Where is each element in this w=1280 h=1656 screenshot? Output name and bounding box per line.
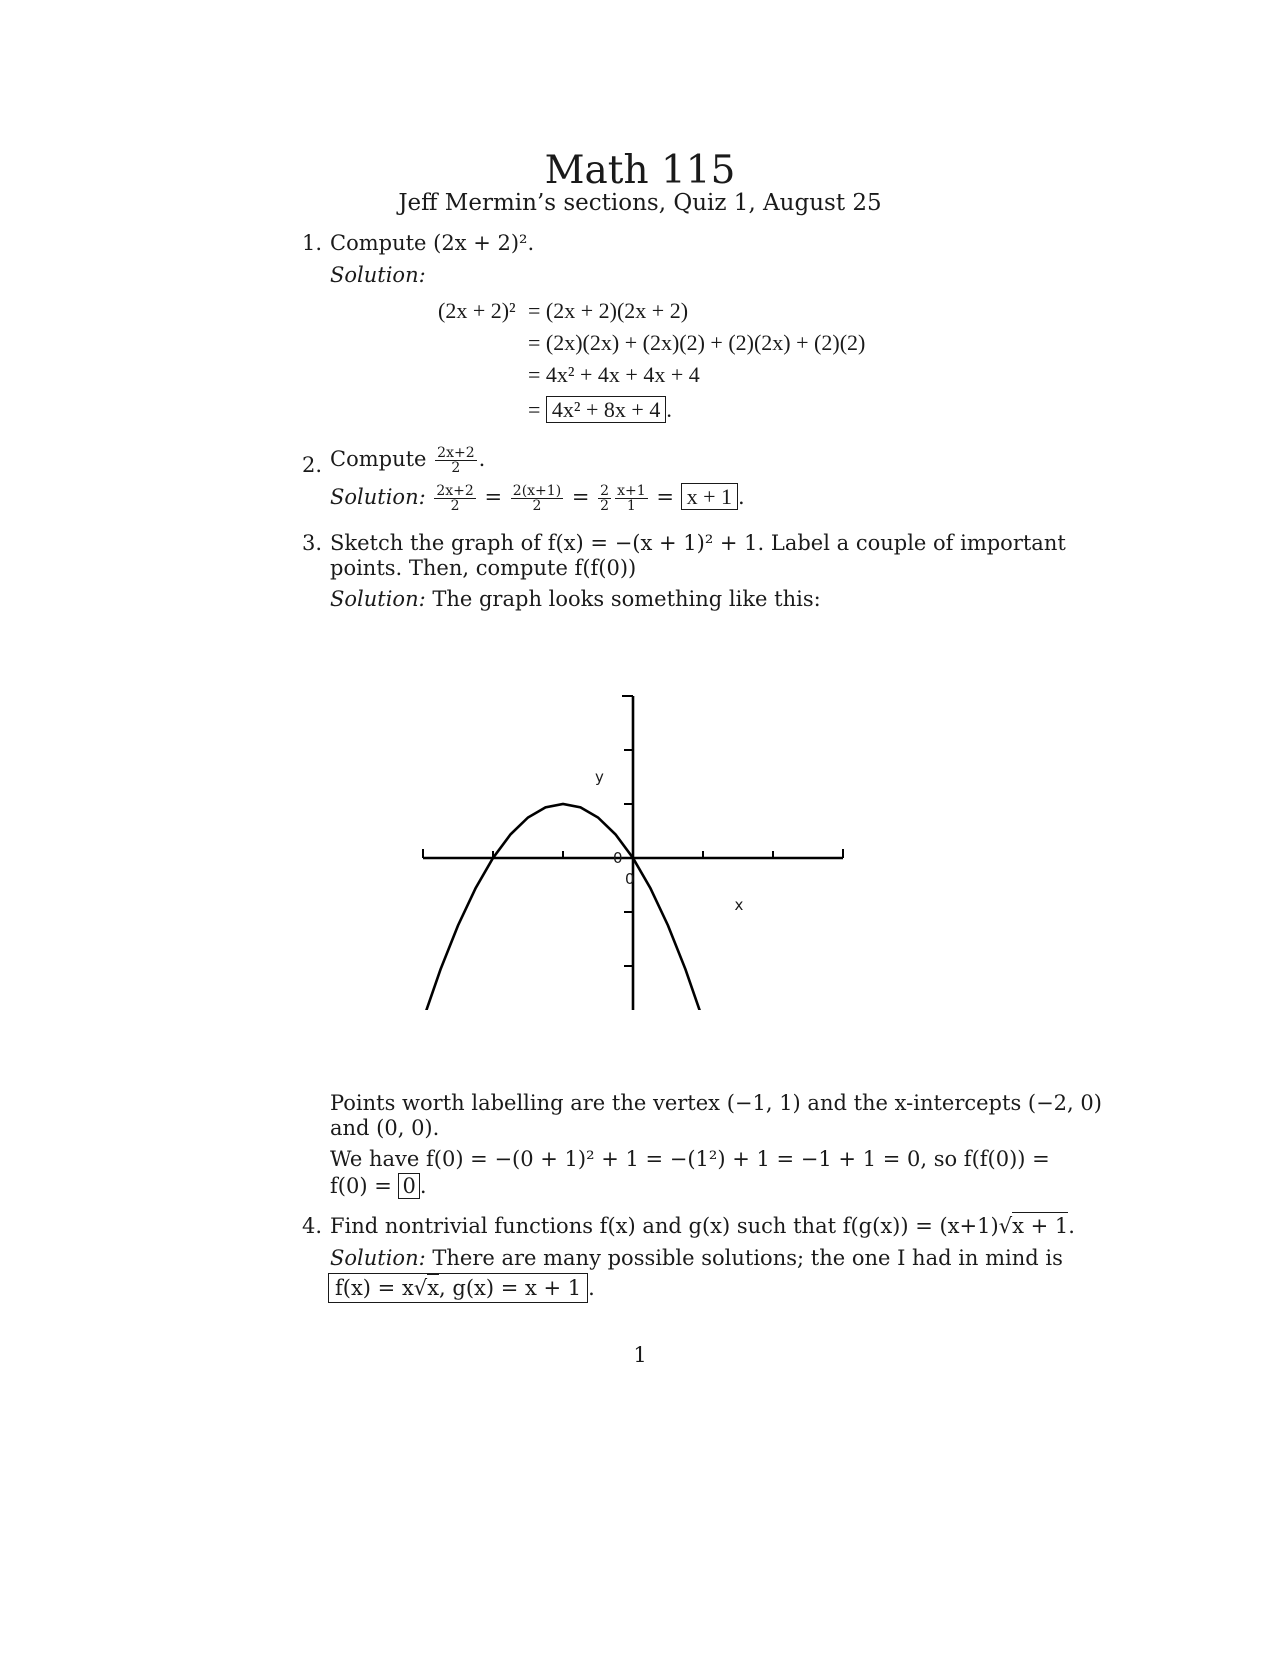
problem-1-step-1: = (2x + 2)(2x + 2) — [528, 298, 689, 323]
problem-3-prompt-line-2: points. Then, compute f(f(0)) — [330, 556, 637, 580]
problem-1-number: 1. — [302, 231, 323, 255]
origin-label-y: 0 — [625, 870, 635, 888]
problem-4-answer-box: f(x) = x√x, g(x) = x + 1 — [328, 1273, 588, 1303]
fraction-denominator: 2 — [451, 460, 461, 476]
problem-2-fraction — [435, 446, 476, 475]
problem-1-step-2: = (2x)(2x) + (2x)(2) + (2)(2x) + (2)(2) — [528, 330, 866, 355]
problem-4-solution-text: There are many possible solutions; the one I had in mind is — [432, 1246, 1063, 1270]
problem-3-solution-line — [330, 586, 821, 612]
fraction-numerator: 2x+2 — [437, 445, 475, 461]
problem-3-prompt-line-1: Sketch the graph of f(x) = −(x + 1)² + 1. Label a couple of important — [330, 531, 1066, 555]
problem-4-solution-label: Solution: — [330, 1246, 426, 1270]
problem-2-solution-label: Solution: — [330, 485, 426, 509]
problem-3-number: 3. — [302, 531, 323, 555]
parabola-graph — [405, 640, 865, 1010]
problem-1-lhs: (2x + 2)² — [438, 298, 516, 323]
problem-2-answer-box: x + 1 — [681, 483, 738, 510]
answer-suffix: , g(x) = x + 1 — [439, 1276, 582, 1300]
problem-1-step-3: = 4x² + 4x + 4x + 4 — [528, 362, 700, 387]
period: . — [478, 447, 486, 471]
problem-1-final-line — [528, 397, 672, 423]
problem-4-prompt-text: Find nontrivial functions f(x) and g(x) such that f(g(x)) = (x+1) — [330, 1214, 999, 1238]
fraction-numerator: 2 — [600, 483, 610, 499]
equals-sign: = — [528, 397, 541, 422]
origin-label-x: 0 — [613, 849, 623, 867]
page-number: 1 — [633, 1343, 647, 1367]
problem-3-compute-line-2 — [330, 1173, 427, 1199]
graph-axes — [423, 696, 843, 1010]
problem-4-number: 4. — [302, 1214, 323, 1238]
equals-sign: = — [656, 485, 674, 509]
step-1-fraction — [434, 484, 475, 513]
equals-sign: = — [484, 485, 503, 509]
problem-1-answer-box: 4x² + 8x + 4 — [546, 396, 666, 423]
problem-2-number: 2. — [302, 453, 323, 477]
problem-2-prompt: Compute — [330, 447, 427, 471]
problem-3-answer-box: 0 — [398, 1173, 419, 1199]
fraction-denominator: 2 — [600, 498, 610, 514]
problem-2-prompt-line — [330, 446, 485, 475]
fraction-numerator: 2x+2 — [436, 483, 474, 499]
problem-2-solution-line — [330, 484, 745, 513]
y-axis-label: y — [595, 768, 604, 786]
fraction-numerator: 2(x+1) — [512, 483, 562, 499]
page-title: Math 115 — [544, 148, 736, 193]
page-subtitle: Jeff Mermin’s sections, Quiz 1, August 25 — [398, 190, 882, 216]
problem-4-answer-line — [328, 1275, 595, 1301]
problem-3-compute-prefix: f(0) = — [330, 1174, 392, 1198]
equals-sign: = — [571, 485, 590, 509]
problem-3-solution-text: The graph looks something like this: — [432, 587, 821, 611]
problem-3-solution-label: Solution: — [330, 587, 426, 611]
problem-1-prompt: Compute (2x + 2)². — [330, 231, 535, 255]
period: . — [419, 1174, 427, 1198]
problem-3-compute-line-1: We have f(0) = −(0 + 1)² + 1 = −(1²) + 1 = −1 + 1 = 0, so f(f(0)) = — [330, 1147, 1050, 1171]
fraction-denominator: 2 — [450, 498, 460, 514]
problem-4-prompt: Find nontrivial functions f(x) and g(x) such that f(g(x)) = (x+1)√x + 1. — [330, 1214, 1075, 1238]
step-3a-fraction — [598, 484, 611, 513]
period: . — [738, 485, 745, 509]
problem-3-points-line-2: and (0, 0). — [330, 1116, 440, 1140]
fraction-denominator: 2 — [532, 498, 542, 514]
x-axis-label: x — [734, 896, 744, 914]
problem-4-solution-line — [330, 1245, 1063, 1271]
parabola-curve — [423, 804, 703, 1010]
problem-1-solution-label: Solution: — [330, 263, 426, 287]
problem-3-points-line-1: Points worth labelling are the vertex (−1, 1) and the x-intercepts (−2, 0) — [330, 1091, 1102, 1115]
sqrt-radicand: x — [427, 1276, 440, 1300]
step-3b-fraction — [615, 484, 648, 513]
period: . — [1068, 1214, 1075, 1238]
period: . — [588, 1276, 595, 1300]
fraction-denominator: 1 — [626, 498, 636, 514]
period: . — [666, 397, 672, 422]
fraction-numerator: x+1 — [617, 483, 646, 499]
sqrt-radicand: x + 1 — [1012, 1214, 1069, 1238]
answer-prefix: f(x) = x — [335, 1276, 414, 1300]
step-2-fraction — [511, 484, 563, 513]
